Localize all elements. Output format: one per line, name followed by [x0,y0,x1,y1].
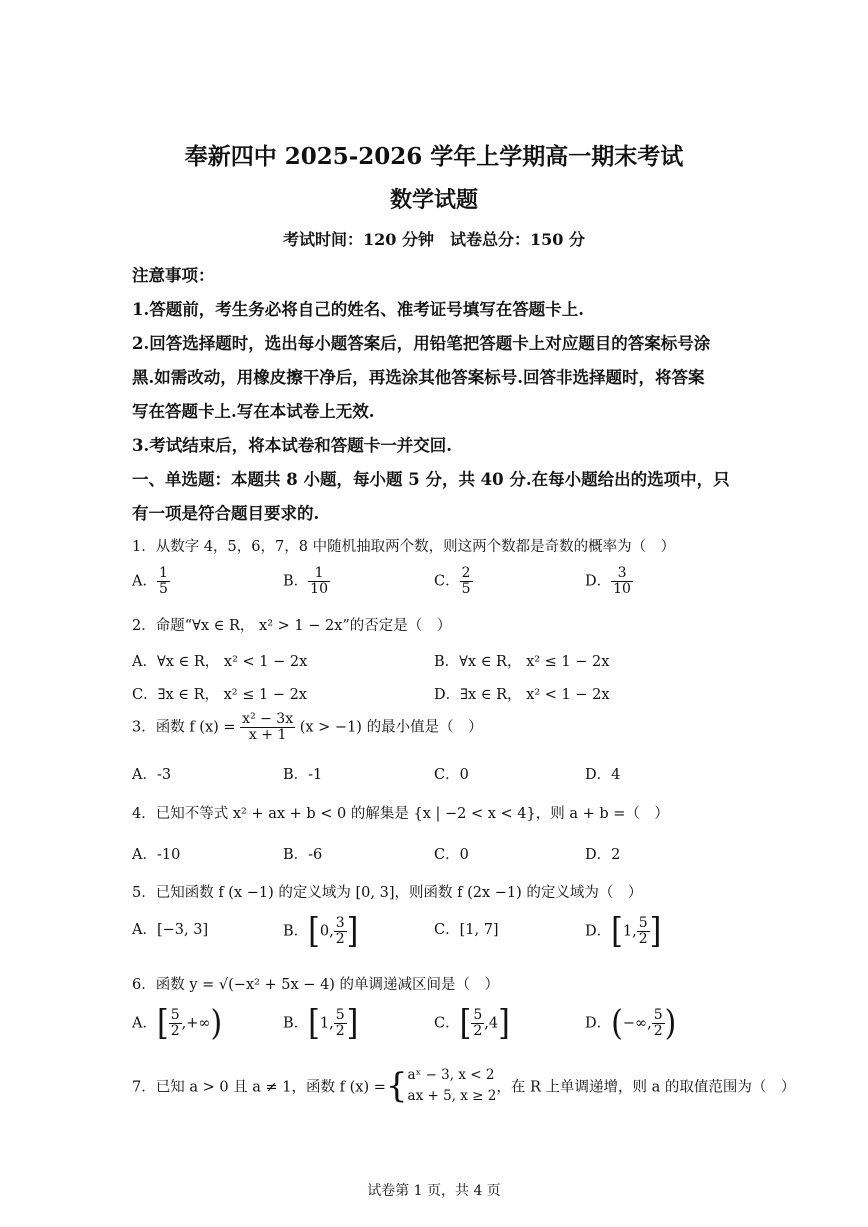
exam-info: 考试时间：120 分钟 试卷总分：150 分 [283,230,585,249]
exam-subtitle: 数学试题 [389,187,478,213]
q3-option-d[interactable]: D．4 [585,767,621,783]
q1-option-d[interactable]: D． $\frac{3}{10}$ [585,565,631,597]
q3-stem: 3．函数 f (x) = $\frac{\text{x² − 3x}}{x + 1}$ (x > −1) 的最小值是（ ） [132,711,483,743]
q1-option-a[interactable]: A． $\frac{1}{5}$ [132,565,168,597]
q1-option-b[interactable]: B． $\frac{1}{10}$ [283,565,328,597]
notes-heading: 注意事项： [132,266,215,285]
section1-heading-2: 有一项是符合题目要求的. [132,504,320,523]
q1-option-c[interactable]: C． $\frac{2}{5}$ [434,565,471,597]
q3-option-c[interactable]: C．0 [434,767,469,783]
page-footer: 试卷第 1 页，共 4 页 [367,1183,501,1199]
q4-option-d[interactable]: D．2 [585,847,621,863]
note-2-line2: 黑.如需改动，用橡皮擦干净后，再选涂其他答案标号.回答非选择题时，将答案 [132,368,705,387]
q2-option-d[interactable]: D．∃x ∈ R， x² < 1 − 2x [434,687,610,703]
q5-option-d[interactable]: D．[1, $\frac{5}{2}$ ] [585,910,662,952]
q1-stem: 1．从数字 4，5，6，7，8 中随机抽取两个数，则这两个数都是奇数的概率为（ ） [132,539,676,555]
q6-option-d[interactable]: D．(−∞, $\frac{5}{2}$ ) [585,1002,677,1044]
q6-stem: 6．函数 y = √(−x² + 5x − 4) 的单调递减区间是（ ） [132,977,500,993]
q7-stem: 7．已知 a > 0 且 a ≠ 1，函数 f (x) ={ aˣ − 3, x < 2 ax + 5, x ≥ 2 ，在 R 上单调递增，则 a 的取值范围为（ ） [132,1066,796,1106]
q2-option-c[interactable]: C．∃x ∈ R， x² ≤ 1 − 2x [132,687,307,703]
section1-heading: 一、单选题：本题共 8 小题，每小题 5 分，共 40 分.在每小题给出的选项中，只 [132,470,730,489]
q2-stem: 2．命题“∀x ∈ R， x² > 1 − 2x”的否定是（ ） [132,618,452,634]
q5-option-b[interactable]: B．[0, $\frac{3}{2}$ ] [283,910,359,952]
note-1: 1.答题前，考生务必将自己的姓名、准考证号填写在答题卡上. [132,300,584,319]
exam-title: 奉新四中 2025-2026 学年上学期高一期末考试 [184,143,684,170]
note-3: 3.考试结束后，将本试卷和答题卡一并交回. [132,436,452,455]
note-2-line1: 2.回答选择题时，选出每小题答案后，用铅笔把答题卡上对应题目的答案标号涂 [132,334,711,353]
note-2-line3: 写在答题卡上.写在本试卷上无效. [132,402,375,421]
q5-option-c[interactable]: C．[1, 7] [434,922,499,938]
q6-option-a[interactable]: A．[ $\frac{5}{2}$ ,+∞) [132,1002,223,1044]
q5-stem: 5．已知函数 f (x −1) 的定义域为 [0, 3]，则函数 f (2x −1) 的定义域为（ ） [132,885,643,901]
q2-option-b[interactable]: B．∀x ∈ R， x² ≤ 1 − 2x [434,654,610,670]
q5-option-a[interactable]: A．[−3, 3] [132,922,209,938]
q6-option-b[interactable]: B．[1, $\frac{5}{2}$ ] [283,1002,359,1044]
q4-option-a[interactable]: A．-10 [132,847,181,863]
q3-option-b[interactable]: B．-1 [283,767,323,783]
q2-option-a[interactable]: A．∀x ∈ R， x² < 1 − 2x [132,654,308,670]
q4-option-c[interactable]: C．0 [434,847,469,863]
q3-option-a[interactable]: A．-3 [132,767,172,783]
q4-stem: 4．已知不等式 x² + ax + b < 0 的解集是 {x | −2 < x < 4}，则 a + b =（ ） [132,806,669,822]
q4-option-b[interactable]: B．-6 [283,847,323,863]
q6-option-c[interactable]: C．[ $\frac{5}{2}$ ,4] [434,1002,510,1044]
